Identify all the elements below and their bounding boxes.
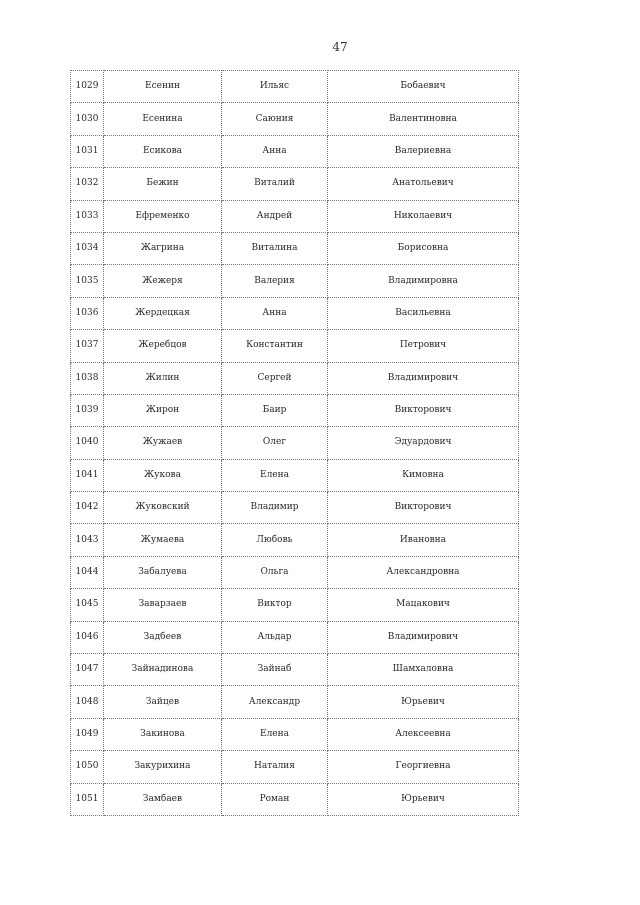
surname-cell: Зайцев <box>104 686 222 718</box>
row-number: 1034 <box>71 232 104 264</box>
first-name-cell: Валерия <box>222 265 328 297</box>
table-row <box>71 686 519 718</box>
surname-cell: Жежеря <box>104 265 222 297</box>
table-row <box>71 330 519 362</box>
first-name-cell: Зайнаб <box>222 654 328 686</box>
patronymic-cell: Владимировна <box>328 265 519 297</box>
row-number: 1041 <box>71 459 104 491</box>
row-number: 1039 <box>71 394 104 426</box>
table-row <box>71 427 519 459</box>
surname-cell: Жилин <box>104 362 222 394</box>
row-number: 1049 <box>71 718 104 750</box>
table-row <box>71 621 519 653</box>
table-row <box>71 654 519 686</box>
surname-cell: Жуковский <box>104 492 222 524</box>
first-name-cell: Ильяс <box>222 71 328 103</box>
patronymic-cell: Георгиевна <box>328 751 519 783</box>
registry-table-body <box>71 71 519 816</box>
patronymic-cell: Александровна <box>328 556 519 588</box>
surname-cell: Замбаев <box>104 783 222 815</box>
registry-table <box>70 70 519 816</box>
row-number: 1047 <box>71 654 104 686</box>
surname-cell: Жужаев <box>104 427 222 459</box>
patronymic-cell: Бобаевич <box>328 71 519 103</box>
first-name-cell: Виталий <box>222 168 328 200</box>
surname-cell: Зайнадинова <box>104 654 222 686</box>
first-name-cell: Константин <box>222 330 328 362</box>
row-number: 1051 <box>71 783 104 815</box>
table-row <box>71 135 519 167</box>
patronymic-cell: Николаевич <box>328 200 519 232</box>
surname-cell: Жукова <box>104 459 222 491</box>
first-name-cell: Елена <box>222 718 328 750</box>
first-name-cell: Владимир <box>222 492 328 524</box>
first-name-cell: Александр <box>222 686 328 718</box>
patronymic-cell: Владимирович <box>328 362 519 394</box>
row-number: 1029 <box>71 71 104 103</box>
table-row <box>71 362 519 394</box>
first-name-cell: Баир <box>222 394 328 426</box>
row-number: 1050 <box>71 751 104 783</box>
table-row <box>71 232 519 264</box>
row-number: 1035 <box>71 265 104 297</box>
patronymic-cell: Васильевна <box>328 297 519 329</box>
surname-cell: Заварзаев <box>104 589 222 621</box>
table-row <box>71 783 519 815</box>
table-row <box>71 103 519 135</box>
surname-cell: Жеребцов <box>104 330 222 362</box>
table-row <box>71 718 519 750</box>
first-name-cell: Анна <box>222 297 328 329</box>
table-row <box>71 524 519 556</box>
surname-cell: Бежин <box>104 168 222 200</box>
first-name-cell: Альдар <box>222 621 328 653</box>
patronymic-cell: Валериевна <box>328 135 519 167</box>
surname-cell: Есенина <box>104 103 222 135</box>
table-row <box>71 200 519 232</box>
surname-cell: Забалуева <box>104 556 222 588</box>
surname-cell: Задбеев <box>104 621 222 653</box>
first-name-cell: Роман <box>222 783 328 815</box>
row-number: 1040 <box>71 427 104 459</box>
table-row <box>71 492 519 524</box>
table-row <box>71 394 519 426</box>
row-number: 1036 <box>71 297 104 329</box>
patronymic-cell: Эдуардович <box>328 427 519 459</box>
patronymic-cell: Юрьевич <box>328 686 519 718</box>
row-number: 1043 <box>71 524 104 556</box>
table-row <box>71 751 519 783</box>
first-name-cell: Анна <box>222 135 328 167</box>
patronymic-cell: Ивановна <box>328 524 519 556</box>
surname-cell: Есикова <box>104 135 222 167</box>
row-number: 1048 <box>71 686 104 718</box>
row-number: 1044 <box>71 556 104 588</box>
first-name-cell: Любовь <box>222 524 328 556</box>
first-name-cell: Ольга <box>222 556 328 588</box>
row-number: 1045 <box>71 589 104 621</box>
first-name-cell: Наталия <box>222 751 328 783</box>
surname-cell: Закурихина <box>104 751 222 783</box>
row-number: 1046 <box>71 621 104 653</box>
page-number: 47 <box>332 40 348 54</box>
first-name-cell: Андрей <box>222 200 328 232</box>
patronymic-cell: Алексеевна <box>328 718 519 750</box>
patronymic-cell: Владимирович <box>328 621 519 653</box>
surname-cell: Закинова <box>104 718 222 750</box>
patronymic-cell: Петрович <box>328 330 519 362</box>
patronymic-cell: Анатольевич <box>328 168 519 200</box>
surname-cell: Жумаева <box>104 524 222 556</box>
surname-cell: Ефременко <box>104 200 222 232</box>
patronymic-cell: Викторович <box>328 492 519 524</box>
surname-cell: Есенин <box>104 71 222 103</box>
surname-cell: Жагрина <box>104 232 222 264</box>
patronymic-cell: Шамхаловна <box>328 654 519 686</box>
patronymic-cell: Борисовна <box>328 232 519 264</box>
surname-cell: Жирон <box>104 394 222 426</box>
row-number: 1032 <box>71 168 104 200</box>
row-number: 1031 <box>71 135 104 167</box>
row-number: 1042 <box>71 492 104 524</box>
row-number: 1033 <box>71 200 104 232</box>
first-name-cell: Саюния <box>222 103 328 135</box>
surname-cell: Жердецкая <box>104 297 222 329</box>
table-row <box>71 265 519 297</box>
table-row <box>71 168 519 200</box>
first-name-cell: Сергей <box>222 362 328 394</box>
patronymic-cell: Мацакович <box>328 589 519 621</box>
first-name-cell: Олег <box>222 427 328 459</box>
table-row <box>71 71 519 103</box>
row-number: 1030 <box>71 103 104 135</box>
table-row <box>71 297 519 329</box>
table-row <box>71 589 519 621</box>
row-number: 1037 <box>71 330 104 362</box>
table-row <box>71 556 519 588</box>
first-name-cell: Елена <box>222 459 328 491</box>
patronymic-cell: Викторович <box>328 394 519 426</box>
first-name-cell: Виктор <box>222 589 328 621</box>
first-name-cell: Виталина <box>222 232 328 264</box>
patronymic-cell: Валентиновна <box>328 103 519 135</box>
row-number: 1038 <box>71 362 104 394</box>
table-row <box>71 459 519 491</box>
patronymic-cell: Кимовна <box>328 459 519 491</box>
patronymic-cell: Юрьевич <box>328 783 519 815</box>
